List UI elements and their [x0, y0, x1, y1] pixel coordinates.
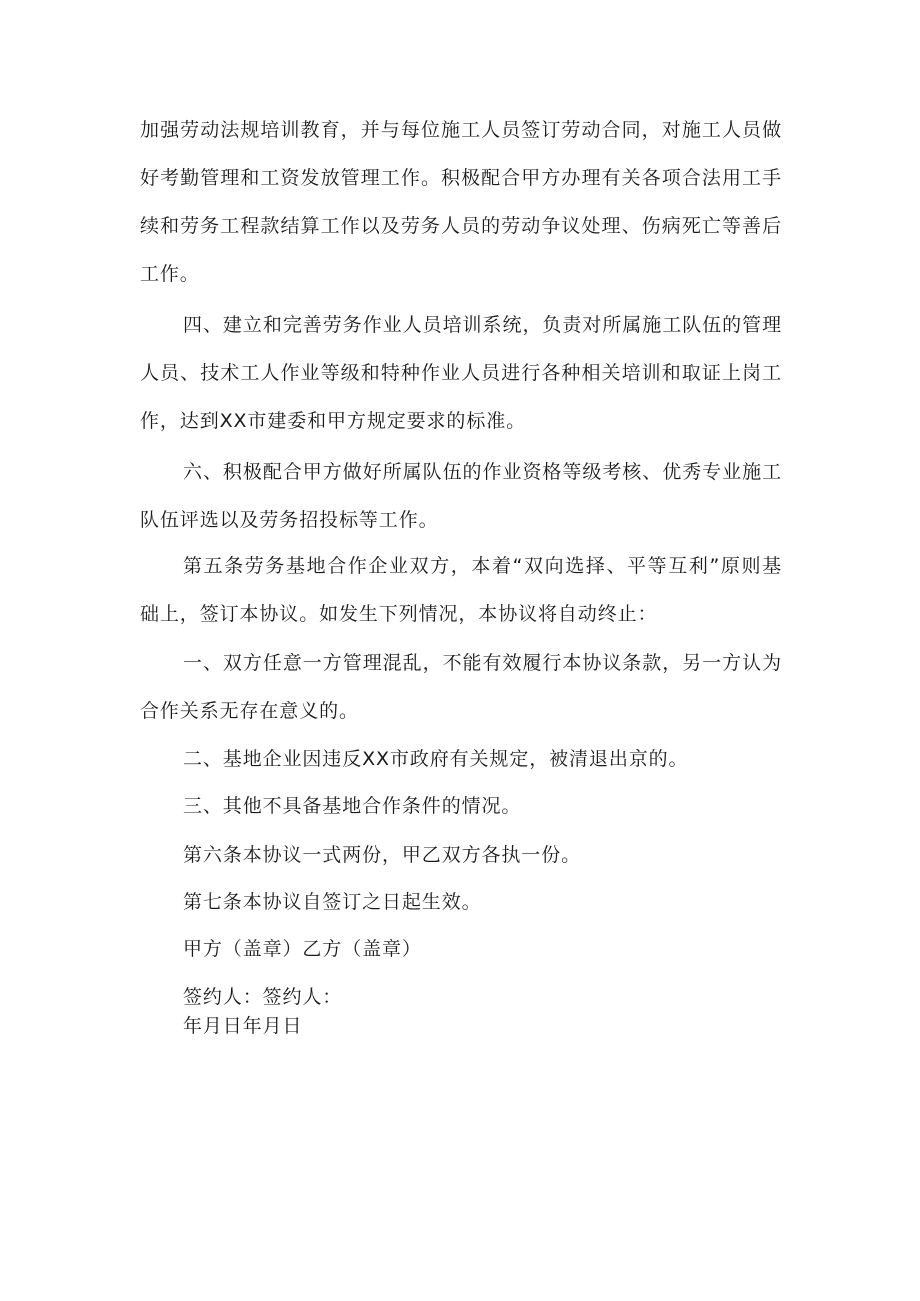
signatory-line: 签约人：签约人：: [183, 986, 343, 1008]
paragraph-line: 队伍评选以及劳务招投标等工作。: [140, 509, 439, 531]
paragraph-line: 第五条劳务基地合作企业双方，本着“双向选择、平等互利”原则基: [183, 555, 782, 577]
paragraph-line: 第七条本协议自签订之日起生效。: [183, 891, 482, 913]
paragraph-line: 三、其他不具备基地合作条件的情况。: [183, 795, 522, 817]
paragraph-line: 加强劳动法规培训教育，并与每位施工人员签订劳动合同，对施工人员做: [140, 119, 782, 141]
paragraph-line: 人员、技术工人作业等级和特种作业人员进行各种相关培训和取证上岗工: [140, 362, 782, 384]
paragraph-line: 六、积极配合甲方做好所属队伍的作业资格等级考核、优秀专业施工: [183, 461, 782, 483]
signature-parties-line: 甲方（盖章）乙方（盖章）: [183, 938, 422, 960]
paragraph-line: 第六条本协议一式两份，甲乙双方各执一份。: [183, 844, 582, 866]
paragraph-line: 一、双方任意一方管理混乱，不能有效履行本协议条款，另一方认为: [183, 652, 782, 674]
paragraph-line: 好考勤管理和工资发放管理工作。积极配合甲方办理有关各项合法用工手: [140, 167, 782, 189]
paragraph-line: 续和劳务工程款结算工作以及劳务人员的劳动争议处理、伤病死亡等善后: [140, 215, 782, 237]
paragraph-line: 合作关系无存在意义的。: [140, 700, 359, 722]
date-line: 年月日年月日: [183, 1015, 303, 1037]
paragraph-line: 工作。: [140, 263, 200, 285]
paragraph-line: 二、基地企业因违反XX市政府有关规定，被清退出京的。: [183, 748, 689, 770]
paragraph-line: 础上，签订本协议。如发生下列情况，本协议将自动终止：: [140, 603, 658, 625]
paragraph-line: 四、建立和完善劳务作业人员培训系统，负责对所属施工队伍的管理: [183, 314, 782, 336]
paragraph-line: 作，达到XX市建委和甲方规定要求的标准。: [140, 410, 527, 432]
